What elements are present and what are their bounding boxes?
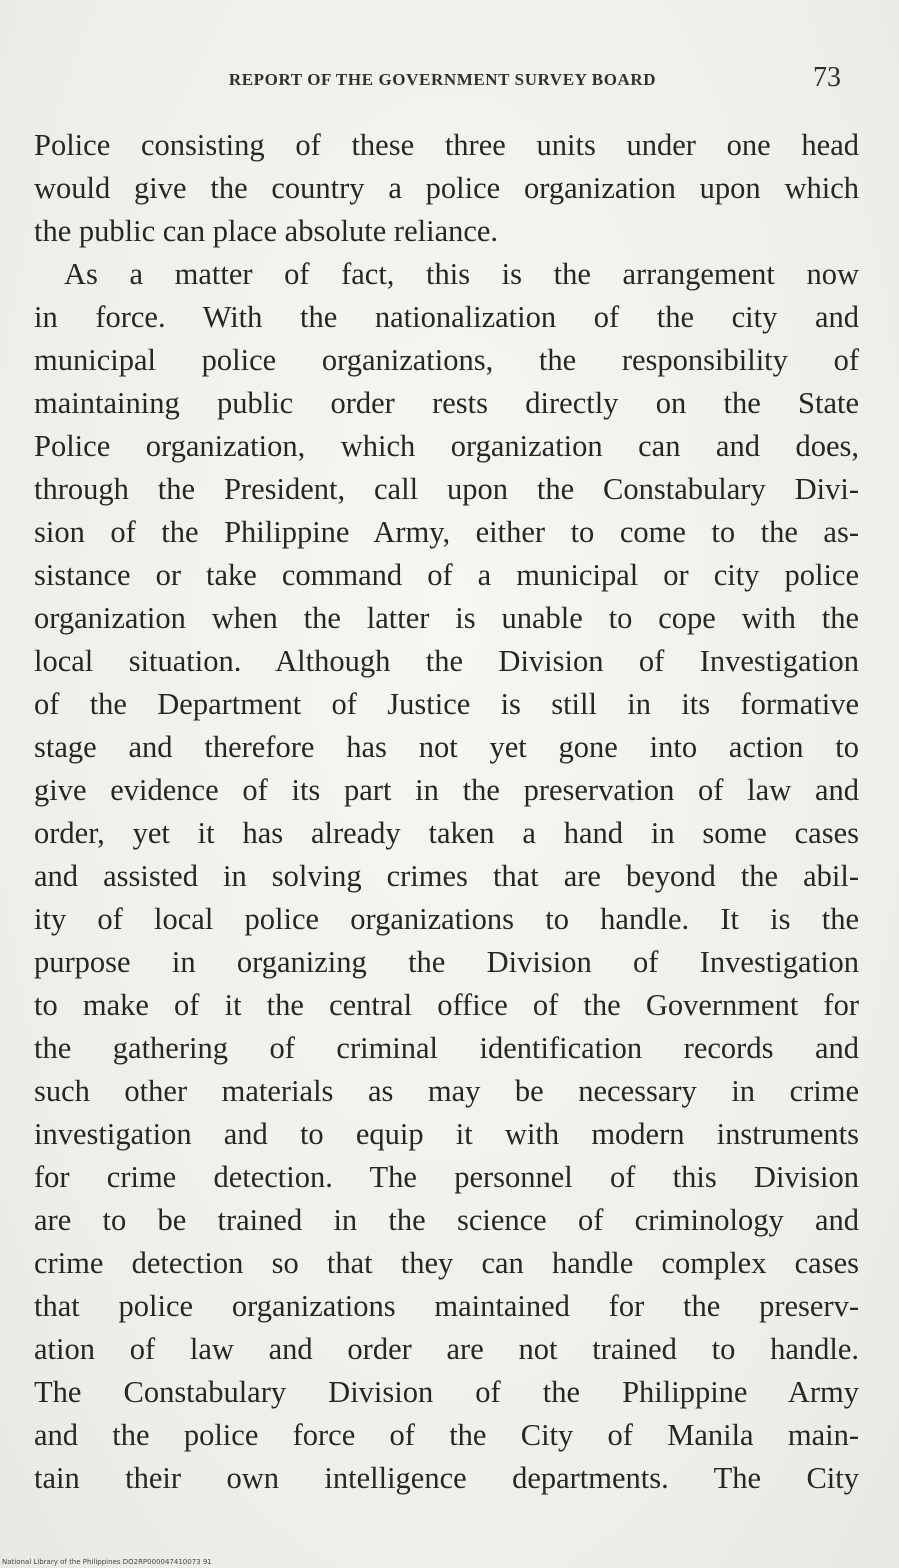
text-line: local situation. Although the Division of Investigation: [34, 644, 859, 678]
text-line: are to be trained in the science of criminology and: [34, 1203, 859, 1237]
text-line: to make of it the central office of the Government for: [34, 988, 859, 1022]
text-line: municipal police organizations, the responsibility of: [34, 343, 859, 377]
body-text: [34, 124, 859, 1500]
text-line: stage and therefore has not yet gone into action to: [34, 730, 859, 764]
text-line: would give the country a police organization upon which: [34, 171, 859, 205]
text-line: purpose in organizing the Division of Investigation: [34, 945, 859, 979]
scan-footer-note: National Library of the Philippines DO2RP000047410073 91: [2, 1558, 212, 1566]
text-line: tain their own intelligence departments. The City: [34, 1461, 859, 1495]
text-line: order, yet it has already taken a hand in some cases: [34, 816, 859, 850]
text-line: sistance or take command of a municipal or city police: [34, 558, 859, 592]
text-line: that police organizations maintained for the preserv-: [34, 1289, 859, 1323]
text-line: sion of the Philippine Army, either to come to the as-: [34, 515, 859, 549]
text-line: for crime detection. The personnel of this Division: [34, 1160, 859, 1194]
text-line: give evidence of its part in the preservation of law and: [34, 773, 859, 807]
running-title: REPORT OF THE GOVERNMENT SURVEY BOARD: [228, 70, 657, 89]
text-line: through the President, call upon the Constabulary Divi-: [34, 472, 859, 506]
page-number: 73: [813, 62, 841, 93]
text-line: crime detection so that they can handle complex cases: [34, 1246, 859, 1280]
text-line: Police organization, which organization can and does,: [34, 429, 859, 463]
text-line: and assisted in solving crimes that are beyond the abil-: [34, 859, 859, 893]
text-line: organization when the latter is unable to cope with the: [34, 601, 859, 635]
text-line: in force. With the nationalization of the city and: [34, 300, 859, 334]
text-line: As a matter of fact, this is the arrangement now: [64, 257, 859, 291]
text-line: the public can place absolute reliance.: [34, 214, 499, 248]
text-line: ation of law and order are not trained to handle.: [34, 1332, 859, 1366]
text-line: and the police force of the City of Manila main-: [34, 1418, 859, 1452]
text-line: The Constabulary Division of the Philippine Army: [34, 1375, 859, 1409]
text-line: ity of local police organizations to handle. It is the: [34, 902, 859, 936]
text-line: the gathering of criminal identification records and: [34, 1031, 859, 1065]
text-line: investigation and to equip it with modern instruments: [34, 1117, 859, 1151]
text-line: maintaining public order rests directly on the State: [34, 386, 859, 420]
text-line: Police consisting of these three units under one head: [34, 128, 859, 162]
text-line: of the Department of Justice is still in its formative: [34, 687, 859, 721]
text-line: such other materials as may be necessary in crime: [34, 1074, 859, 1108]
